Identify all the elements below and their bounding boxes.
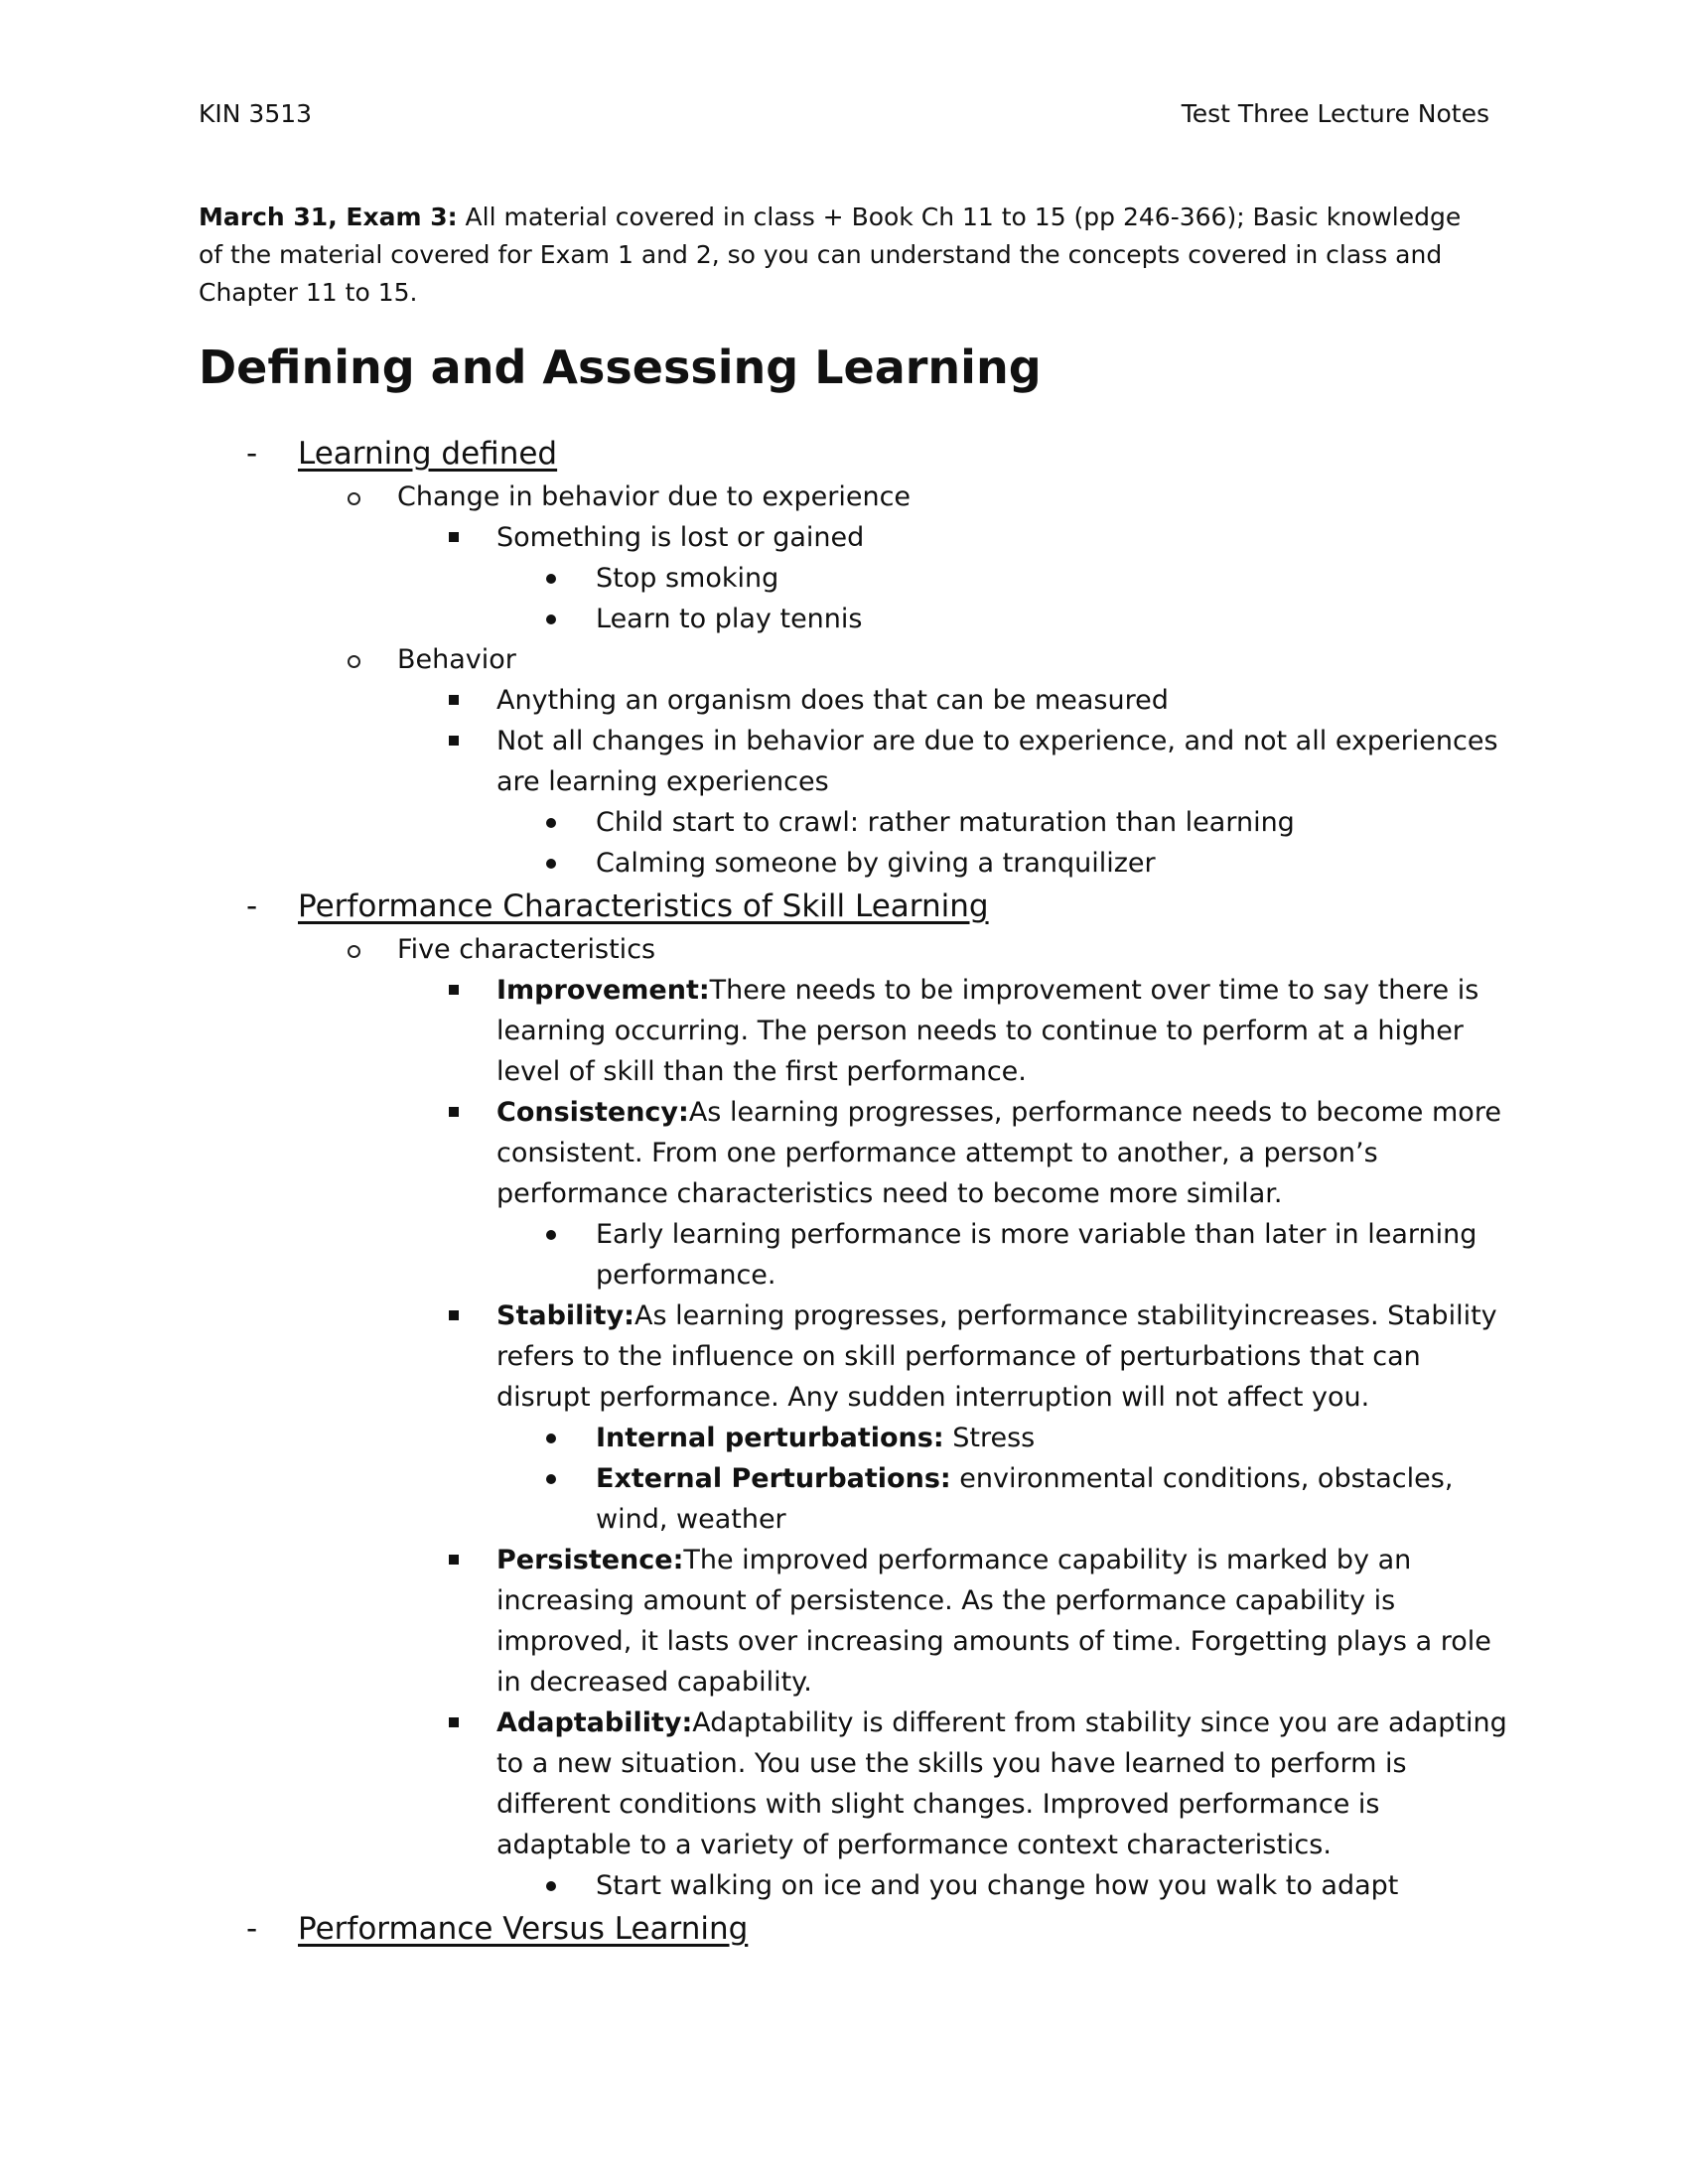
item-text: Five characteristics	[397, 934, 656, 965]
outline-heading-performance-characteristics	[199, 884, 1509, 929]
item-text: Early learning performance is more variable than later in learning performance.	[596, 1219, 1477, 1291]
term-definition: Stress	[943, 1423, 1036, 1453]
square-bullet	[449, 985, 459, 995]
term-definition: There needs to be improvement over time to say there is learning occurring. The person needs to continue to perform at a higher level of skill than the first performance.	[496, 975, 1479, 1087]
circle-bullet	[348, 492, 360, 505]
term-label: Persistence:	[496, 1545, 684, 1575]
list-item	[199, 1458, 1509, 1540]
list-item	[199, 843, 1509, 884]
term-definition: Adaptability is different from stability since you are adapting to a new situation. You use the skills you have learned to perform is different conditions with slight changes. Improved performance is adaptable to a variety of performance context characteristics.	[496, 1707, 1507, 1860]
term-label: External Perturbations:	[596, 1463, 951, 1494]
item-text: Stop smoking	[596, 563, 779, 594]
square-bullet	[449, 532, 459, 542]
list-item	[199, 1214, 1509, 1296]
item-text: Change in behavior due to experience	[397, 481, 912, 512]
course-code: KIN 3513	[199, 99, 313, 128]
dash-bullet	[246, 1906, 257, 1952]
dot-bullet	[546, 1881, 556, 1891]
item-text: Child start to crawl: rather maturation than learning	[596, 807, 1295, 838]
header-title: Test Three Lecture Notes	[1181, 99, 1489, 128]
exam-note-lead: March 31, Exam 3:	[199, 203, 458, 231]
square-bullet	[449, 1310, 459, 1320]
item-text: Start walking on ice and you change how you walk to adapt	[596, 1870, 1399, 1901]
heading-text: Learning defined	[298, 436, 558, 472]
item-text: Learn to play tennis	[596, 604, 863, 634]
square-bullet	[449, 1555, 459, 1565]
dot-bullet	[546, 574, 556, 584]
dot-bullet	[546, 614, 556, 624]
circle-bullet	[348, 655, 360, 668]
list-item	[199, 517, 1509, 558]
square-bullet	[449, 1107, 459, 1117]
list-item	[199, 558, 1509, 599]
dash-bullet	[246, 884, 257, 929]
term-definition: environmental conditions, obstacles, wind, weather	[596, 1463, 1454, 1535]
exam-note	[199, 199, 1489, 312]
list-item-persistence	[199, 1540, 1509, 1703]
list-item	[199, 802, 1509, 843]
square-bullet	[449, 1717, 459, 1727]
list-item	[199, 721, 1509, 802]
list-item-consistency	[199, 1092, 1509, 1214]
list-item	[199, 680, 1509, 721]
term-definition: The improved performance capability is marked by an increasing amount of persistence. As the performance capability is improved, it lasts over increasing amounts of time. Forgetting plays a role in decreased capability.	[496, 1545, 1491, 1698]
dot-bullet	[546, 1230, 556, 1240]
list-item-improvement	[199, 970, 1509, 1092]
dot-bullet	[546, 1433, 556, 1443]
list-item	[199, 1865, 1509, 1906]
dash-bullet	[246, 431, 257, 477]
list-item	[199, 929, 1509, 970]
list-item	[199, 639, 1509, 680]
term-label: Internal perturbations:	[596, 1423, 944, 1453]
dot-bullet	[546, 1474, 556, 1484]
outline	[199, 431, 1509, 1952]
item-text: Not all changes in behavior are due to experience, and not all experiences are learning experiences	[496, 726, 1498, 797]
dot-bullet	[546, 859, 556, 869]
list-item	[199, 599, 1509, 639]
section-title: Defining and Assessing Learning	[199, 341, 1042, 394]
item-text: Something is lost or gained	[496, 522, 865, 553]
term-definition: As learning progresses, performance stabilityincreases. Stability refers to the influence on skill performance of perturbations that can disrupt performance. Any sudden interruption will not affect you.	[496, 1300, 1497, 1413]
item-text: Calming someone by giving a tranquilizer	[596, 848, 1156, 879]
page-header	[199, 99, 1489, 139]
list-item	[199, 1418, 1509, 1458]
term-label: Improvement:	[496, 975, 710, 1006]
item-text: Behavior	[397, 644, 516, 675]
list-item-stability	[199, 1296, 1509, 1418]
square-bullet	[449, 736, 459, 746]
term-label: Stability:	[496, 1300, 634, 1331]
dot-bullet	[546, 818, 556, 828]
list-item-adaptability	[199, 1703, 1509, 1865]
heading-text: Performance Versus Learning	[298, 1911, 749, 1947]
term-definition: As learning progresses, performance needs to become more consistent. From one performance attempt to another, a person’s performance characteristics need to become more similar.	[496, 1097, 1501, 1209]
exam-note-text: All material covered in class + Book Ch 11 to 15 (pp 246-366); Basic knowledge of the material covered for Exam 1 and 2, so you can understand the concepts covered in class and Chapter 11 to 15.	[199, 203, 1462, 307]
term-label: Consistency:	[496, 1097, 689, 1128]
term-label: Adaptability:	[496, 1707, 693, 1738]
heading-text: Performance Characteristics of Skill Learning	[298, 888, 989, 924]
circle-bullet	[348, 945, 360, 958]
list-item	[199, 477, 1509, 517]
outline-heading-learning-defined	[199, 431, 1509, 477]
item-text: Anything an organism does that can be measured	[496, 685, 1169, 716]
square-bullet	[449, 695, 459, 705]
outline-heading-performance-vs-learning	[199, 1906, 1509, 1952]
